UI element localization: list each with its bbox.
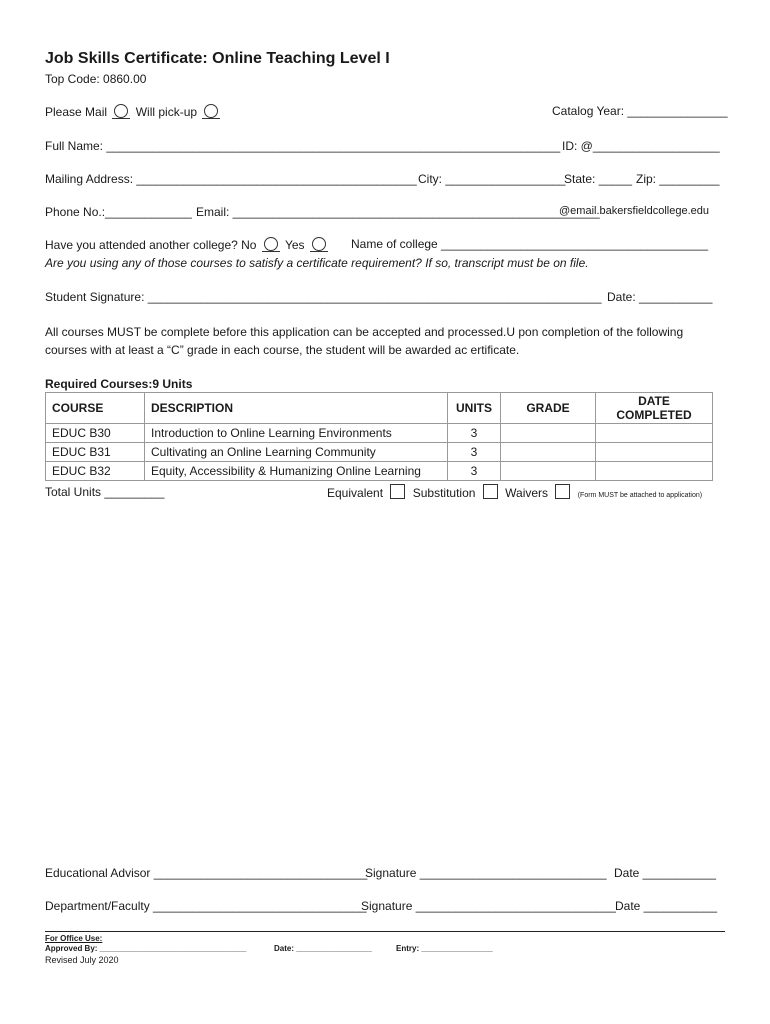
student-date-field[interactable]: Date: ___________ bbox=[607, 290, 713, 304]
notice-line-1: All courses MUST be complete before this application can be accepted and processed.U pon completion of the following bbox=[45, 325, 684, 339]
courses-table bbox=[45, 392, 713, 481]
email-domain: @email.bakersfieldcollege.edu bbox=[559, 205, 709, 217]
zip-field[interactable]: Zip: _________ bbox=[636, 172, 720, 186]
college-question-row bbox=[45, 237, 330, 252]
city-field[interactable]: City: __________________ bbox=[418, 172, 566, 186]
notice-line-2: courses with at least a “C” grade in each course, the student will be awarded ac ertificate. bbox=[45, 343, 520, 357]
office-divider bbox=[45, 931, 725, 932]
equivalent-label: Equivalent bbox=[327, 486, 384, 500]
college-name-field[interactable]: Name of college ________________________________________ bbox=[351, 237, 708, 251]
advisor-field[interactable]: Educational Advisor ________________________________ bbox=[45, 866, 368, 880]
department-date-field[interactable]: Date ___________ bbox=[615, 899, 718, 913]
course-date-cell[interactable] bbox=[596, 462, 713, 481]
course-code: EDUC B32 bbox=[46, 462, 145, 481]
will-pickup-label: Will pick-up bbox=[135, 105, 198, 119]
course-units: 3 bbox=[448, 424, 501, 443]
full-name-field[interactable]: Full Name: ____________________________________________________________________ bbox=[45, 139, 561, 153]
options-row bbox=[327, 484, 702, 500]
state-field[interactable]: State: _____ bbox=[564, 172, 633, 186]
course-grade-cell[interactable] bbox=[501, 443, 596, 462]
student-signature-field[interactable]: Student Signature: ____________________________________________________________________ bbox=[45, 290, 602, 304]
header-units: UNITS bbox=[448, 393, 501, 424]
waivers-label: Waivers bbox=[505, 486, 549, 500]
approved-by-field[interactable]: Approved By: _________________________________ bbox=[45, 944, 247, 953]
advisor-date-field[interactable]: Date ___________ bbox=[614, 866, 717, 880]
college-yes-radio[interactable] bbox=[312, 237, 326, 251]
header-date-completed: DATE COMPLETED bbox=[596, 393, 713, 424]
waivers-checkbox[interactable] bbox=[555, 484, 570, 499]
id-field[interactable]: ID: @___________________ bbox=[562, 139, 720, 153]
please-mail-label: Please Mail bbox=[45, 105, 108, 119]
phone-field[interactable]: Phone No.:_____________ bbox=[45, 205, 192, 219]
office-date-field[interactable]: Date: _________________ bbox=[274, 944, 372, 953]
email-field[interactable]: Email: _______________________________________________________ bbox=[196, 205, 600, 219]
course-date-cell[interactable] bbox=[596, 443, 713, 462]
course-description: Cultivating an Online Learning Community bbox=[145, 443, 448, 462]
course-date-cell[interactable] bbox=[596, 424, 713, 443]
required-courses-label: Required Courses:9 Units bbox=[45, 377, 193, 391]
course-grade-cell[interactable] bbox=[501, 424, 596, 443]
course-description: Introduction to Online Learning Environments bbox=[145, 424, 448, 443]
course-grade-cell[interactable] bbox=[501, 462, 596, 481]
department-field[interactable]: Department/Faculty ________________________________ bbox=[45, 899, 367, 913]
catalog-year-field[interactable]: Catalog Year: _______________ bbox=[552, 104, 728, 118]
mail-option-row bbox=[45, 104, 222, 119]
substitution-label: Substitution bbox=[412, 486, 476, 500]
table-row bbox=[46, 424, 713, 443]
top-code: Top Code: 0860.00 bbox=[45, 72, 147, 86]
table-row bbox=[46, 443, 713, 462]
header-description: DESCRIPTION bbox=[145, 393, 448, 424]
college-yes-label: Yes bbox=[284, 238, 305, 252]
table-header-row bbox=[46, 393, 713, 424]
course-code: EDUC B31 bbox=[46, 443, 145, 462]
header-course: COURSE bbox=[46, 393, 145, 424]
course-code: EDUC B30 bbox=[46, 424, 145, 443]
please-mail-radio[interactable] bbox=[114, 104, 128, 118]
office-use-label: For Office Use: bbox=[45, 934, 103, 943]
revised-date: Revised July 2020 bbox=[45, 955, 119, 965]
entry-field[interactable]: Entry: ________________ bbox=[396, 944, 493, 953]
department-signature-field[interactable]: Signature ______________________________ bbox=[361, 899, 616, 913]
equivalent-checkbox[interactable] bbox=[390, 484, 405, 499]
advisor-signature-field[interactable]: Signature ____________________________ bbox=[365, 866, 607, 880]
course-units: 3 bbox=[448, 462, 501, 481]
header-grade: GRADE bbox=[501, 393, 596, 424]
transcript-note: Are you using any of those courses to satisfy a certificate requirement? If so, transcript must be on file. bbox=[45, 256, 589, 270]
course-description: Equity, Accessibility & Humanizing Online Learning bbox=[145, 462, 448, 481]
form-note: (Form MUST be attached to application) bbox=[577, 492, 703, 499]
table-row bbox=[46, 462, 713, 481]
page-title: Job Skills Certificate: Online Teaching Level I bbox=[45, 50, 390, 67]
college-no-radio[interactable] bbox=[264, 237, 278, 251]
total-units-field[interactable]: Total Units _________ bbox=[45, 485, 165, 499]
will-pickup-radio[interactable] bbox=[204, 104, 218, 118]
course-units: 3 bbox=[448, 443, 501, 462]
college-question: Have you attended another college? No bbox=[45, 238, 257, 252]
substitution-checkbox[interactable] bbox=[483, 484, 498, 499]
mailing-address-field[interactable]: Mailing Address: __________________________________________ bbox=[45, 172, 417, 186]
